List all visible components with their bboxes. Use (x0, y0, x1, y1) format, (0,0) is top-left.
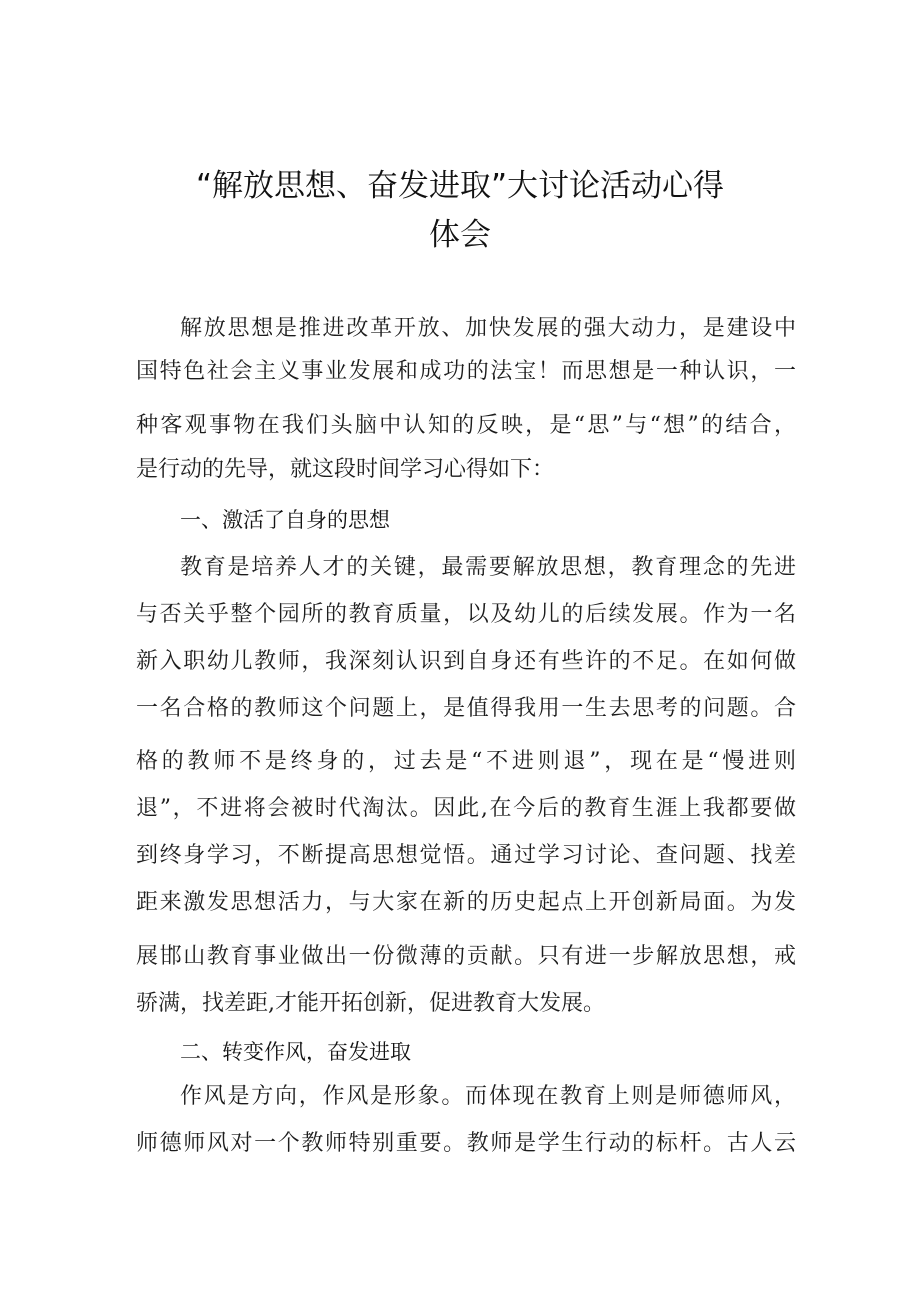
section-1-line: 到终身学习，不断提高思想觉悟。通过学习讨论、查问题、找差 (136, 843, 796, 868)
intro-line: 是行动的先导，就这段时间学习心得如下： (136, 457, 555, 482)
section-1-line: 与否关乎整个园所的教育质量，以及幼儿的后续发展。作为一名 (136, 602, 796, 627)
document-title-line-1: “解放思想、奋发进取”大讨论活动心得 (195, 168, 725, 204)
section-1-line: 新入职幼儿教师，我深刻认识到自身还有些许的不足。在如何做 (136, 649, 796, 674)
section-1-heading: 一、激活了自身的思想 (180, 508, 390, 532)
section-2-line: 作风是方向，作风是形象。而体现在教育上则是师德师风， (180, 1084, 796, 1109)
intro-line: 种客观事物在我们头脑中认知的反映，是“思”与“想”的结合， (136, 413, 796, 438)
section-1-line: 骄满，找差距,才能开拓创新，促进教育大发展。 (136, 991, 605, 1016)
section-1-line: 一名合格的教师这个问题上，是值得我用一生去思考的问题。合 (136, 696, 796, 721)
section-2-heading: 二、转变作风，奋发进取 (180, 1040, 411, 1064)
document-title-line-2: 体会 (429, 217, 491, 253)
section-1-line: 距来激发思想活力，与大家在新的历史起点上开创新局面。为发 (136, 890, 796, 915)
section-1-line: 教育是培养人才的关键，最需要解放思想，教育理念的先进 (180, 555, 796, 580)
section-1-line: 退”，不进将会被时代淘汰。因此,在今后的教育生涯上我都要做 (136, 796, 796, 821)
intro-line: 国特色社会主义事业发展和成功的法宝！而思想是一种认识，一 (136, 359, 796, 384)
section-2-line: 师德师风对一个教师特别重要。教师是学生行动的标杆。古人云 (136, 1131, 796, 1156)
section-1-line: 格的教师不是终身的，过去是“不进则退”，现在是“慢进则 (136, 749, 796, 774)
intro-line: 解放思想是推进改革开放、加快发展的强大动力，是建设中 (180, 316, 796, 341)
section-1-line: 展邯山教育事业做出一份微薄的贡献。只有进一步解放思想，戒 (136, 944, 796, 969)
